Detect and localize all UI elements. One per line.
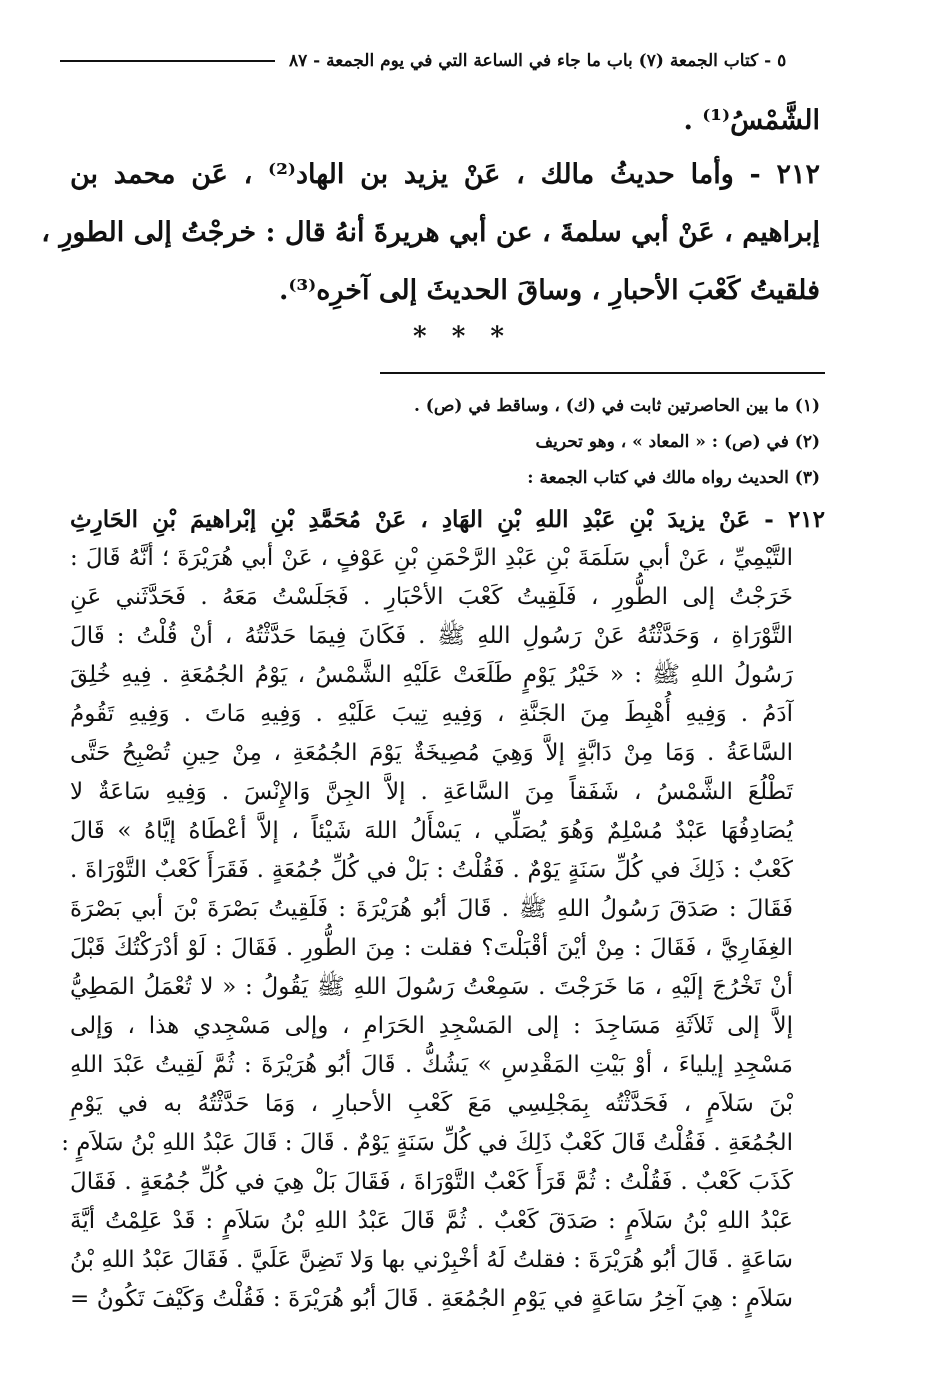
hadith-line: مَسْجِدِ إيلياءَ ، أوْ بَيْتِ المَقْدِسِ » يَشُكُّ . قَالَ أبُو هُرَيْرَةَ : ثُمَّ لَقِيتُ عَبْدَ اللهِ: [70, 1052, 793, 1078]
main-text-line: فلقيتُ كَعْبَ الأحبارِ ، وساقَ الحديثَ إلى آخرِه⁽³⁾.: [278, 275, 820, 306]
hadith-line: كَذَبَ كَعْبٌ . فَقُلْتُ : ثُمَّ قَرَأَ كَعْبٌ التَّوْرَاةَ ، فَقَالَ بَلْ هِيَ في كُلِّ جُمُعَةٍ . فَقَالَ: [70, 1169, 793, 1195]
footnote-rule: [380, 372, 825, 374]
hadith-line: فَقَالَ : صَدَقَ رَسُولُ اللهِ ﷺ . قَالَ أبُو هُرَيْرَةَ : فَلَقِيتُ بَصْرَةَ بْنَ أبي بَصْرَةَ: [70, 896, 793, 922]
hadith-line: خَرَجْتُ إلى الطُّورِ ، فَلَقِيتُ كَعْبَ الأحْبَارِ . فَجَلَسْتُ مَعَهُ . فَحَدَّثَني عَنِ: [70, 584, 793, 610]
hadith-line: الجُمُعَةِ . فَقُلْتُ قَالَ كَعْبٌ ذَلِكَ في كُلِّ سَنَةٍ يَوْمٌ . قَالَ : قَالَ عَبْدُ اللهِ بْنُ سَلاَمٍ :: [61, 1130, 793, 1156]
main-text-line: الشَّمْسُ⁽¹⁾ .: [683, 105, 820, 136]
hadith-line: التَّيْمِيِّ ، عَنْ أبي سَلَمَةَ بْنِ عَبْدِ الرَّحْمَنِ بْنِ عَوْفٍ ، عَنْ أبي هُرَيْرَةَ ؛ أنَّهُ قَالَ :: [70, 545, 793, 571]
page-header: [60, 44, 835, 78]
footnote: (٢) في (ص) : « المعاد » ، وهو تحريف: [535, 432, 820, 452]
main-text-line: ٢١٢ - وأما حديثُ مالك ، عَنْ يزيد بن الهاد⁽²⁾ ، عَن محمد بن: [70, 159, 820, 190]
hadith-line: آدَمُ . وَفِيهِ أُهْبِطَ مِنَ الجَنَّةِ ، وَفِيهِ تِيبَ عَلَيْهِ . وَفِيهِ مَاتَ . وَفِيهِ تَقُومُ: [70, 701, 793, 727]
hadith-line: عَبْدُ اللهِ بْنُ سَلاَمٍ : صَدَقَ كَعْبٌ . ثُمَّ قَالَ عَبْدُ اللهِ بْنُ سَلاَمٍ : قَدْ عَلِمْتُ أيَّةَ: [70, 1208, 793, 1234]
hadith-line: رَسُولُ اللهِ ﷺ : « خَيْرُ يَوْمٍ طَلَعَتْ عَلَيْهِ الشَّمْسُ ، يَوْمُ الجُمُعَةِ . فِيهِ خُلِقَ: [70, 662, 793, 688]
section-separator: * * *: [413, 322, 512, 352]
hadith-line: إلاَّ إلى ثَلاَثَةِ مَسَاجِدَ : إلى المَسْجِدِ الحَرَامِ ، وإلى مَسْجِدي هذا ، وَإلى: [70, 1013, 793, 1039]
hadith-line: سَاعَةٍ . قَالَ أبُو هُرَيْرَةَ : فقلتُ لَهُ أخْبِرْني بها وَلا تَضِنَّ عَلَيَّ . فَقَالَ عَبْدُ اللهِ بْنُ: [70, 1247, 793, 1273]
hadith-line: الغِفَارِيَّ ، فَقَالَ : مِنْ أيْنَ أقْبَلْتَ؟ فقلت : مِنَ الطُّورِ . فَقَالَ : لَوْ أدْرَكْتُكَ قَبْلَ: [70, 935, 793, 961]
hadith-line: كَعْبٌ : ذَلِكَ في كُلِّ سَنَةٍ يَوْمٌ . فَقُلْتُ : بَلْ في كُلِّ جُمُعَةٍ . فَقَرَأَ كَعْبٌ التَّوْرَاةَ .: [70, 857, 793, 883]
main-text: [41, 92, 820, 320]
hadith-line: تَطْلُعَ الشَّمْسُ ، شَفَقاً مِنَ السَّاعَةِ . إلاَّ الجِنَّ وَالإِنْسَ . وَفِيهِ سَاعَةٌ لا: [70, 779, 793, 805]
hadith-line: سَلاَمٍ : هِيَ آخِرُ سَاعَةٍ في يَوْمِ الجُمُعَةِ . قَالَ أبُو هُرَيْرَةَ : فَقُلْتُ وَكَيْفَ تَكُونُ =: [70, 1286, 793, 1312]
main-text-line: إبراهيم ، عَنْ أبي سلمةَ ، عن أبي هريرةَ أنهُ قال : خرجْتُ إلى الطورِ ،: [41, 217, 820, 248]
header-rule: [60, 60, 275, 62]
hadith-line: يُصَادِفُهَا عَبْدٌ مُسْلِمٌ وَهُوَ يُصَلِّي ، يَسْأَلُ اللهَ شَيْئاً ، إلاَّ أعْطَاهُ إيَّاهُ » قَالَ: [70, 818, 793, 844]
hadith-text: [61, 500, 825, 1319]
hadith-line: بْنَ سَلاَمٍ ، فَحَدَّثْتُه بِمَجْلِسِي مَعَ كَعْبِ الأحبارِ ، وَمَا حَدَّثْتُهُ به في يَوْمِ: [70, 1091, 793, 1117]
hadith-line: التَّوْرَاةِ ، وَحَدَّثْتُهُ عَنْ رَسُولِ اللهِ ﷺ . فَكَانَ فِيمَا حَدَّثْتُهُ ، أنْ قُلْتُ : قَالَ: [70, 623, 793, 649]
running-header: ٥ - كتاب الجمعة (٧) باب ما جاء في الساعة التي في يوم الجمعة - ٨٧: [289, 51, 787, 71]
hadith-line: ٢١٢ - عَنْ يزيدَ بْنِ عَبْدِ اللهِ بْنِ الهَادِ ، عَنْ مُحَمَّدِ بْنِ إبْراهيمَ بْنِ الحَارِثِ: [70, 506, 825, 533]
footnote: (١) ما بين الحاصرتين ثابت في (ك) ، وساقط في (ص) .: [413, 396, 820, 416]
hadith-line: أنْ تَخْرُجَ إلَيْهِ ، مَا خَرَجْتَ . سَمِعْتُ رَسُولَ اللهِ ﷺ يَقُولُ : « لا تُعْمَلُ المَطِيُّ: [70, 974, 793, 1000]
footnotes: [300, 388, 820, 496]
hadith-line: السَّاعَةُ . وَمَا مِنْ دَابَّةٍ إلاَّ وَهِيَ مُصِيخَةٌ يَوْمَ الجُمُعَةِ ، مِنْ حِينِ تُصْبِحُ حَتَّى: [70, 740, 793, 766]
footnote: (٣) الحديث رواه مالك في كتاب الجمعة :: [527, 468, 820, 488]
